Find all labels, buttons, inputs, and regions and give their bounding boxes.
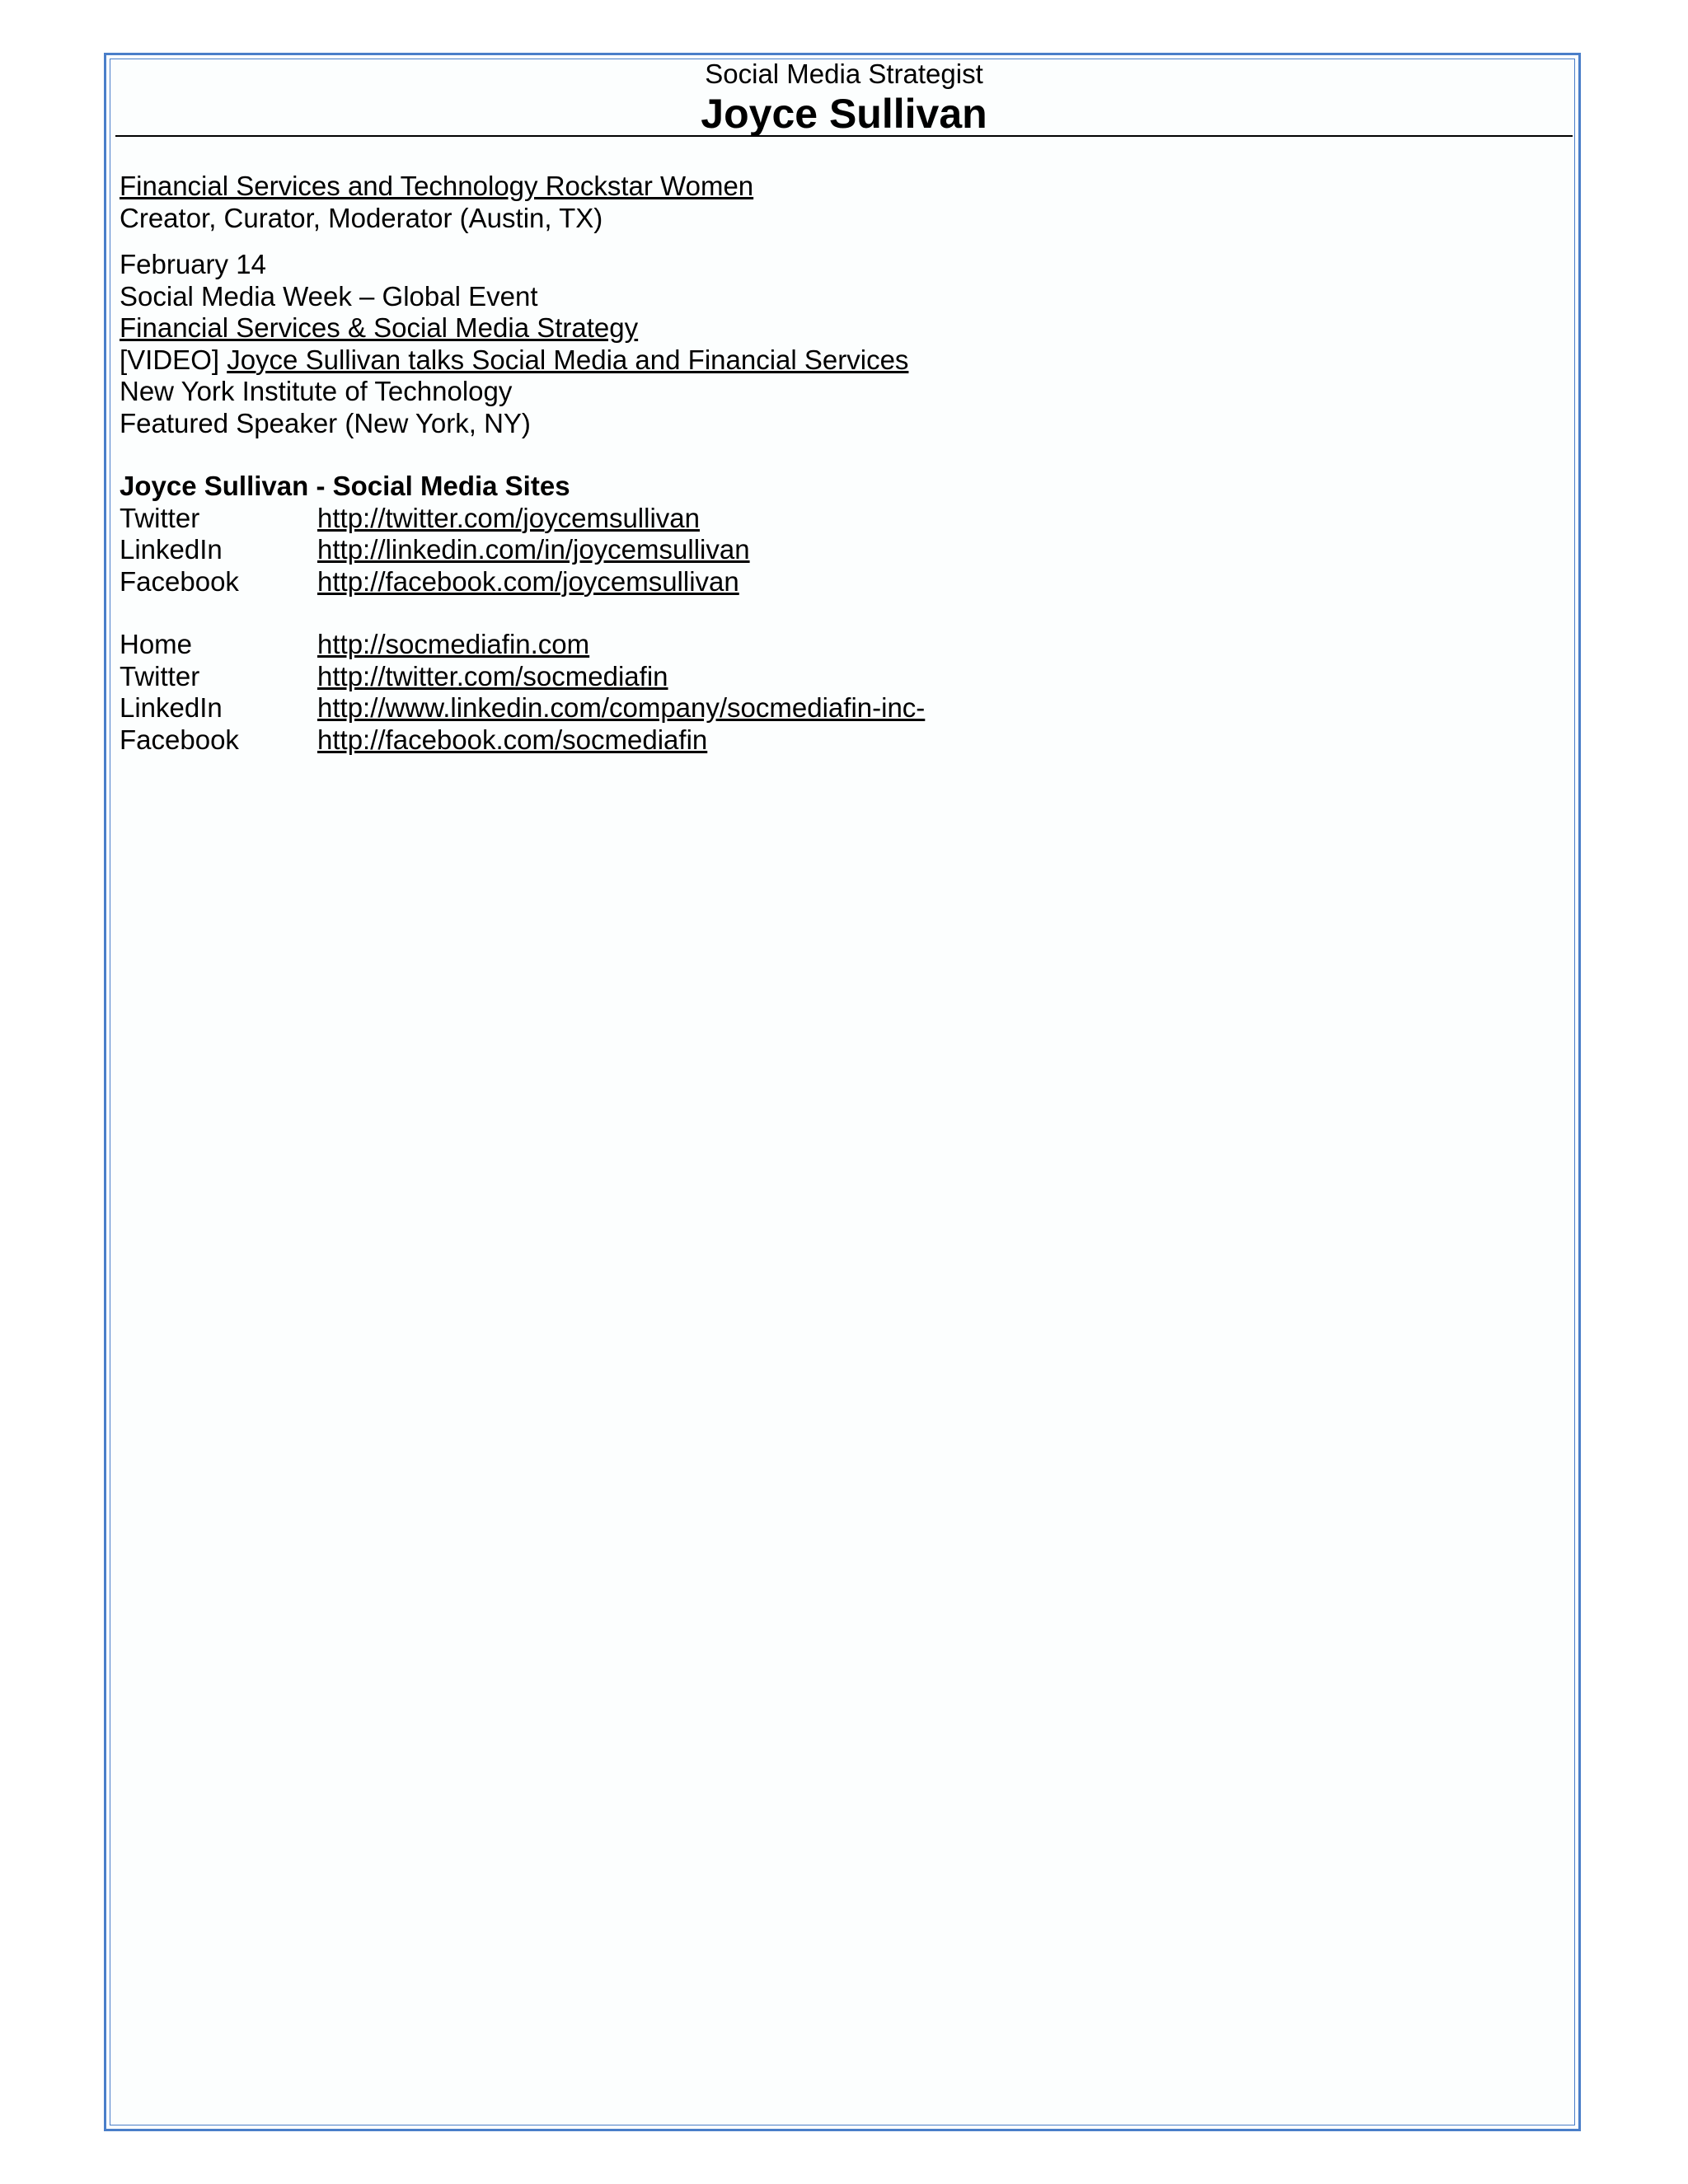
- social-row-company-linkedin: [120, 692, 1554, 724]
- document-header: [115, 58, 1573, 137]
- event-role: Featured Speaker (New York, NY): [120, 407, 531, 438]
- section-social-sites: [120, 471, 1554, 756]
- company-twitter-link[interactable]: http://twitter.com/socmediafin: [317, 660, 668, 691]
- social-label: LinkedIn: [120, 692, 223, 723]
- social-row-personal-twitter: [120, 503, 1554, 535]
- social-row-company-facebook: [120, 724, 1554, 757]
- rockstar-women-role: Creator, Curator, Moderator (Austin, TX): [120, 202, 603, 233]
- page-title: Joyce Sullivan: [701, 91, 987, 137]
- social-row-company-twitter: [120, 661, 1554, 693]
- spacer: [120, 598, 1554, 629]
- company-home-link[interactable]: http://socmediafin.com: [317, 629, 590, 659]
- section-social-media-week: [120, 249, 1554, 439]
- personal-twitter-link[interactable]: http://twitter.com/joycemsullivan: [317, 502, 700, 533]
- personal-linkedin-link[interactable]: http://linkedin.com/in/joycemsullivan: [317, 534, 750, 565]
- social-row-company-home: [120, 629, 1554, 661]
- event-venue: New York Institute of Technology: [120, 376, 513, 406]
- section-rockstar-women: [120, 171, 1554, 234]
- spacer: [120, 439, 1554, 471]
- event-name: Social Media Week – Global Event: [120, 280, 538, 312]
- video-prefix: [VIDEO]: [120, 344, 220, 375]
- social-label: Twitter: [120, 502, 200, 533]
- social-label: Facebook: [120, 724, 239, 755]
- video-link[interactable]: Joyce Sullivan talks Social Media and Financial Services: [227, 344, 909, 375]
- document-body: [120, 171, 1554, 756]
- social-row-personal-linkedin: [120, 534, 1554, 566]
- rockstar-women-link[interactable]: Financial Services and Technology Rockstar Women: [120, 171, 754, 201]
- social-label: LinkedIn: [120, 534, 223, 565]
- company-linkedin-link[interactable]: http://www.linkedin.com/company/socmediafin-inc-: [317, 692, 926, 723]
- header-divider: [115, 135, 1573, 137]
- social-label: Facebook: [120, 565, 239, 597]
- event-date: February 14: [120, 249, 266, 279]
- spacer: [120, 234, 1554, 249]
- social-row-personal-facebook: [120, 566, 1554, 598]
- strategy-topic-link[interactable]: Financial Services & Social Media Strategy: [120, 312, 639, 343]
- social-label: Twitter: [120, 660, 200, 691]
- company-facebook-link[interactable]: http://facebook.com/socmediafin: [317, 724, 708, 755]
- personal-facebook-link[interactable]: http://facebook.com/joycemsullivan: [317, 565, 739, 597]
- social-sites-heading: Joyce Sullivan - Social Media Sites: [120, 471, 570, 501]
- social-label: Home: [120, 629, 193, 659]
- header-subtitle: Social Media Strategist: [705, 59, 983, 89]
